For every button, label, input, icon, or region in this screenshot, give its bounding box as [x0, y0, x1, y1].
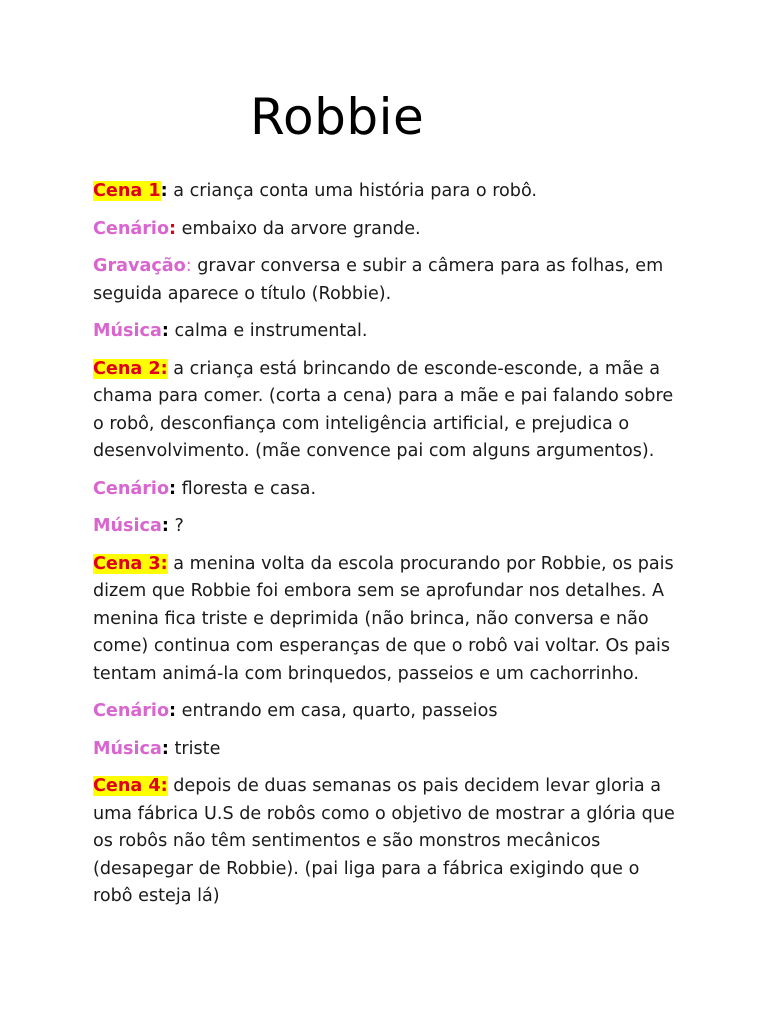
paragraph-text: a menina volta da escola procurando por Robbie, os pais dizem que Robbie foi embora sem se aprofundar nos detalhes. A menina fica triste e deprimida (não brinca, não conversa e não come) continua com esperanças de que o robô vai voltar. Os pais tentam animá-la com brinquedos, passeios e um cachorrinho. [93, 553, 674, 684]
paragraph-text: calma e instrumental. [168, 321, 368, 341]
scene-label: Cena 1 [93, 181, 161, 201]
setting-label: Cenário [93, 478, 170, 499]
recording-label: Gravação [93, 256, 186, 276]
scene-paragraph [93, 773, 683, 911]
scene-paragraph [93, 356, 683, 466]
music-paragraph [93, 736, 683, 764]
paragraph-text: floresta e casa. [176, 478, 317, 499]
scene-label: Cena 3: [93, 553, 168, 574]
label-separator: : [169, 701, 177, 721]
label-separator: : [169, 218, 177, 239]
paragraph-text: depois de duas semanas os pais decidem levar gloria a uma fábrica U.S de robôs como o objetivo de mostrar a glória que os robôs não têm sentimentos e são monstros mecânicos (desapegar de Robbie). (pai liga para a fábrica exigindo que o robô esteja lá) [93, 776, 675, 906]
paragraph-text: triste [168, 738, 221, 759]
recording-paragraph [93, 253, 683, 308]
music-label: Música [93, 738, 162, 759]
setting-label: Cenário [93, 218, 170, 239]
music-label: Música [93, 516, 162, 536]
scene-paragraph [93, 178, 683, 206]
scene-label: Cena 2: [93, 358, 168, 379]
setting-paragraph [93, 476, 683, 504]
setting-paragraph [93, 216, 683, 244]
label-separator: : [161, 321, 169, 341]
document-title: Robbie [250, 88, 425, 146]
label-separator: : [185, 256, 192, 276]
setting-paragraph [93, 698, 683, 726]
label-separator: : [161, 516, 169, 536]
music-paragraph [93, 513, 683, 541]
document-body [93, 178, 683, 921]
scene-label: Cena 4: [93, 776, 168, 796]
label-separator: : [161, 738, 169, 759]
paragraph-text: ? [168, 516, 184, 536]
label-separator: : [160, 181, 168, 201]
paragraph-text: embaixo da arvore grande. [176, 218, 421, 239]
scene-paragraph [93, 551, 683, 689]
setting-label: Cenário [93, 701, 170, 721]
music-label: Música [93, 321, 162, 341]
paragraph-text: gravar conversa e subir a câmera para as folhas, em seguida aparece o título (Robbie). [93, 256, 664, 304]
music-paragraph [93, 318, 683, 346]
label-separator: : [169, 478, 177, 499]
paragraph-text: entrando em casa, quarto, passeios [176, 701, 498, 721]
paragraph-text: a criança está brincando de esconde-esconde, a mãe a chama para comer. (corta a cena) para a mãe e pai falando sobre o robô, desconfiança com inteligência artificial, e prejudica o desenvolvimento. (mãe convence pai com alguns argumentos). [93, 358, 674, 461]
paragraph-text: a criança conta uma história para o robô. [167, 181, 538, 201]
